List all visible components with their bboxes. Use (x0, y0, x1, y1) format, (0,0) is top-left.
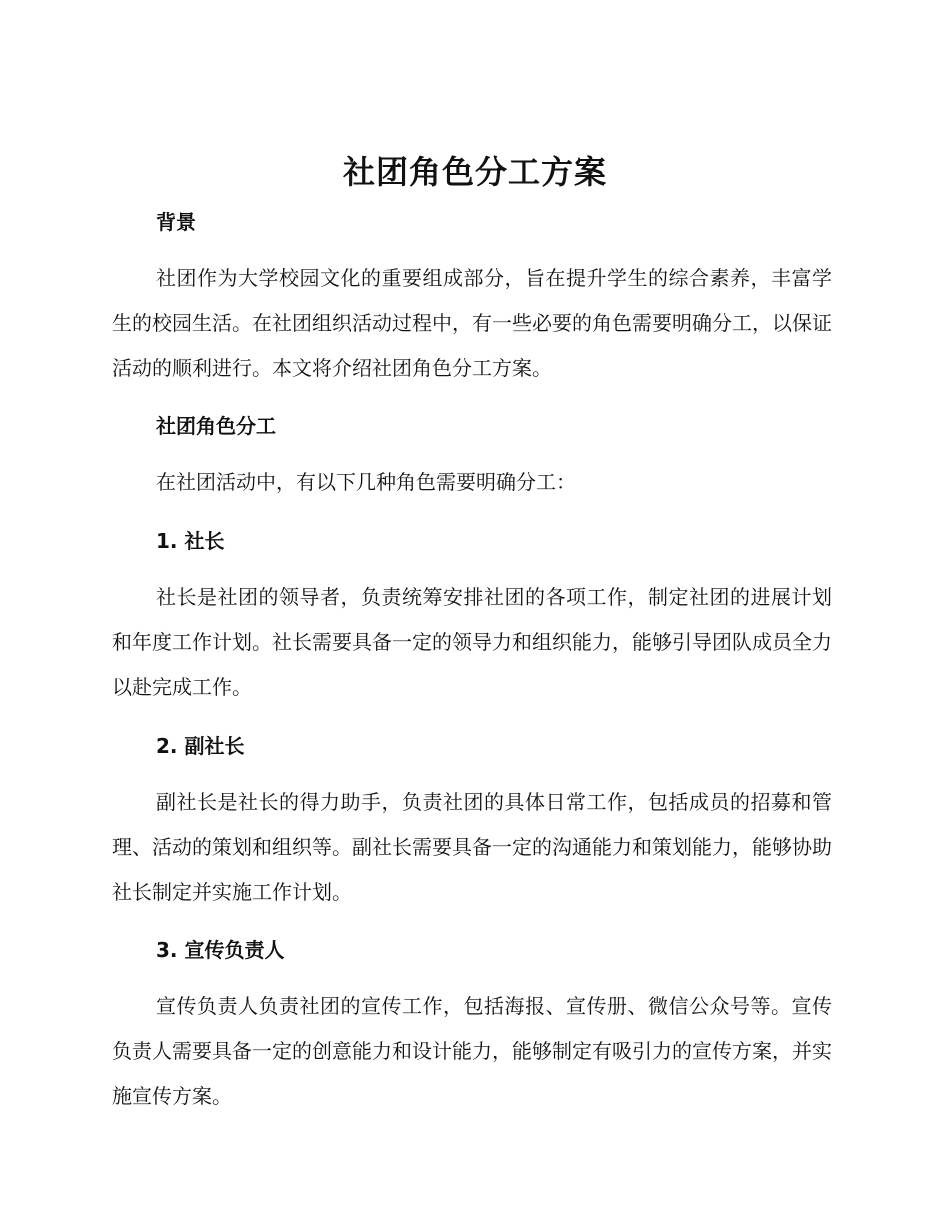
section-heading-role-division: 社团角色分工 (156, 414, 276, 438)
section-heading-background: 背景 (156, 210, 196, 234)
section-heading-president: 1. 社长 (156, 529, 225, 553)
paragraph-background: 社团作为大学校园文化的重要组成部分，旨在提升学生的综合素养，丰富学生的校园生活。在社团组织活动过程中，有一些必要的角色需要明确分工，以保证活动的顺利进行。本文将介绍社团角色分工方案。 (112, 266, 832, 380)
paragraph-president: 社长是社团的领导者，负责统筹安排社团的各项工作，制定社团的进展计划和年度工作计划。社长需要具备一定的领导力和组织能力，能够引导团队成员全力以赴完成工作。 (112, 585, 832, 699)
paragraph-vice-president: 副社长是社长的得力助手，负责社团的具体日常工作，包括成员的招募和管理、活动的策划和组织等。副社长需要具备一定的沟通能力和策划能力，能够协助社长制定并实施工作计划。 (112, 790, 832, 904)
paragraph-role-division: 在社团活动中，有以下几种角色需要明确分工： (156, 470, 576, 494)
document-title: 社团角色分工方案 (342, 153, 607, 191)
paragraph-publicity-lead: 宣传负责人负责社团的宣传工作，包括海报、宣传册、微信公众号等。宣传负责人需要具备一定的创意能力和设计能力，能够制定有吸引力的宣传方案，并实施宣传方案。 (112, 994, 832, 1108)
section-heading-publicity-lead: 3. 宣传负责人 (156, 938, 285, 962)
section-heading-vice-president: 2. 副社长 (156, 734, 245, 758)
